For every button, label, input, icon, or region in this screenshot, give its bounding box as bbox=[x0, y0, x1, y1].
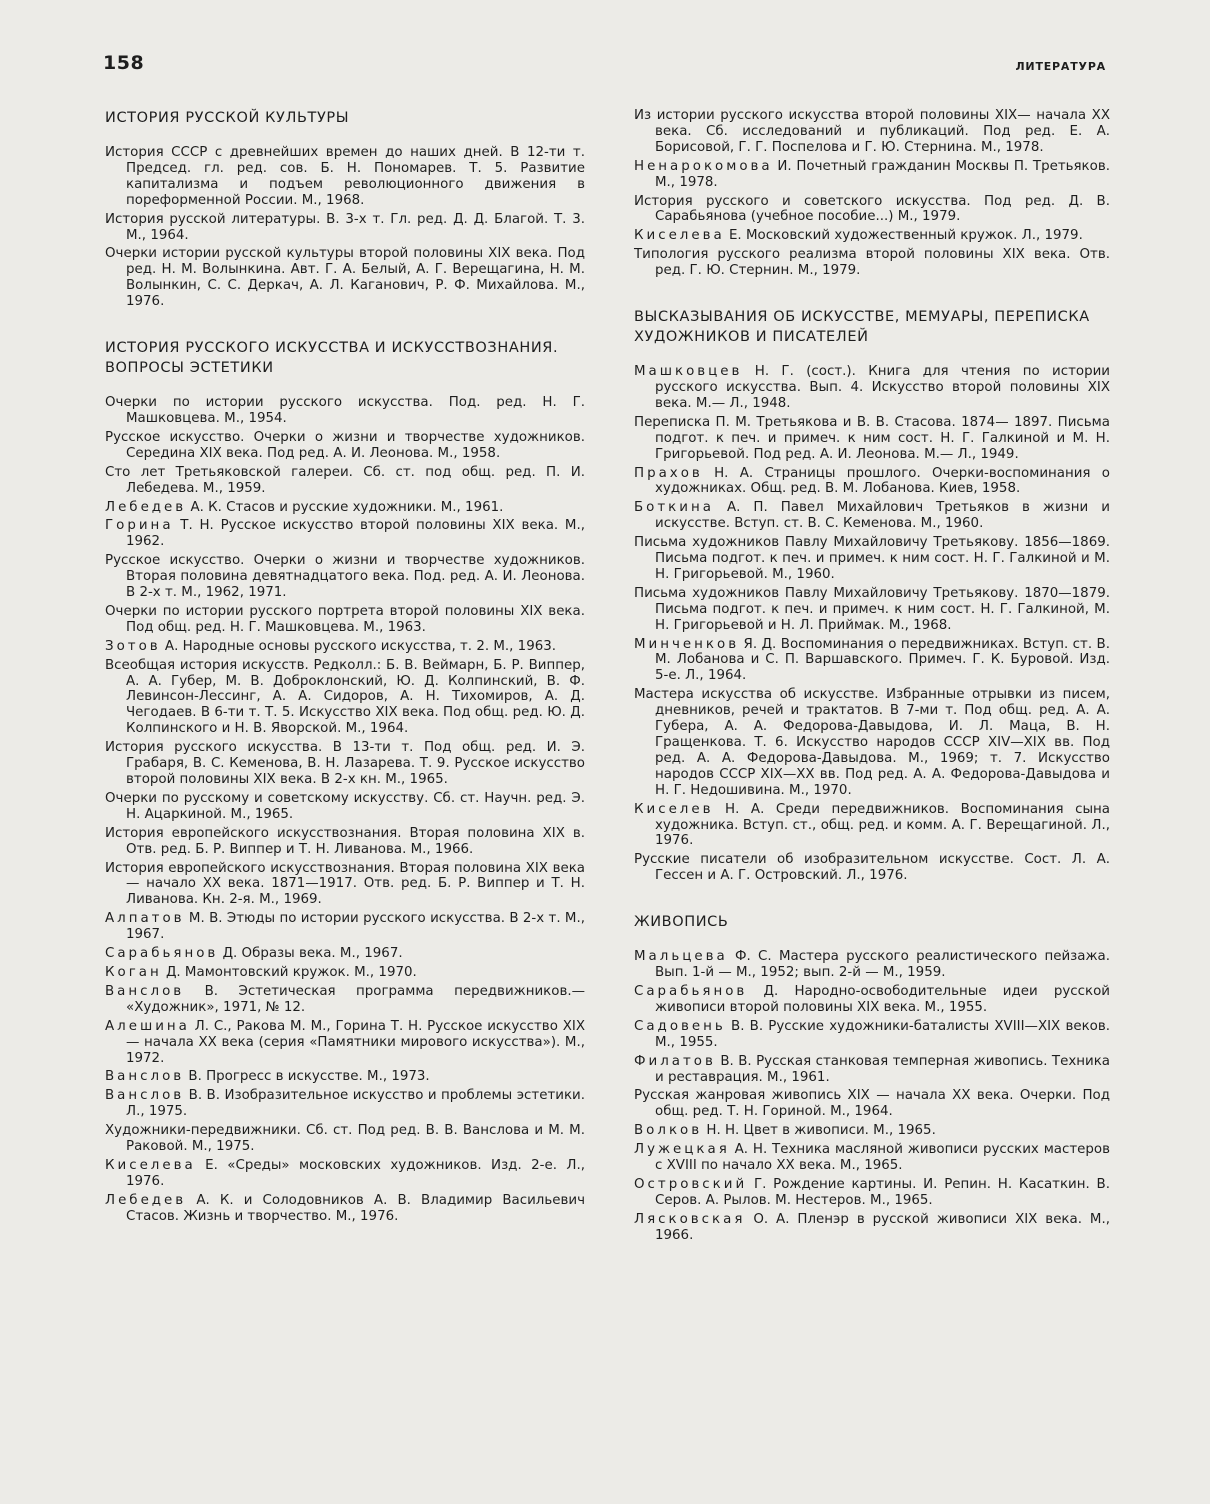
entry-text: Н. А. Среди передвижников. Воспоминания сына художника. Вступ. ст., общ. ред. и комм. А. Г. Верещагиной. Л., 1976. bbox=[655, 801, 1110, 849]
bibliography-entry bbox=[634, 1123, 1110, 1139]
bibliography-entry bbox=[634, 802, 1110, 850]
page-number: 158 bbox=[103, 52, 145, 74]
entry-text: А. П. Павел Михайлович Третьяков в жизни и искусстве. Вступ. ст. В. С. Кеменова. М., 1960. bbox=[655, 500, 1110, 532]
entry-author: Волков bbox=[634, 1123, 703, 1139]
bibliography-entry bbox=[105, 946, 585, 962]
entry-author: Лужецкая bbox=[634, 1142, 730, 1158]
entry-list bbox=[105, 395, 585, 1225]
entry-text: Л. С., Ракова М. М., Горина Т. Н. Русское искусство XIX — начала XX века (серия «Памятники мирового искусства»). М., 1972. bbox=[126, 1018, 585, 1066]
entry-text: История СССР с древнейших времен до наших дней. В 12-ти т. Председ. гл. ред. сов. Б. Н. Пономарев. Т. 5. Развитие капитализма и подъем революционного движения в пореформенной России. М., 1968. bbox=[105, 145, 585, 208]
bibliography-entry bbox=[634, 159, 1110, 191]
bibliography-entry bbox=[105, 965, 585, 981]
right-column bbox=[634, 108, 1110, 1247]
bibliography-entry bbox=[105, 826, 585, 858]
entry-author: Сарабьянов bbox=[105, 946, 219, 962]
entry-text: А. Народные основы русского искусства, т. 2. М., 1963. bbox=[160, 638, 557, 654]
bibliography-entry bbox=[105, 430, 585, 462]
bibliography-entry bbox=[634, 852, 1110, 884]
bibliography-entry bbox=[105, 1123, 585, 1155]
entry-text: Очерки по истории русского искусства. Под. ред. Н. Г. Машковцева. М., 1954. bbox=[105, 395, 585, 426]
entry-text: Д. Народно-освободительные идеи русской живописи второй половины XIX века. М., 1955. bbox=[655, 983, 1110, 1015]
bibliography-entry bbox=[634, 1088, 1110, 1120]
bibliography-entry bbox=[105, 246, 585, 310]
entry-text: Мастера искусства об искусстве. Избранные отрывки из писем, дневников, речей и трактатов. В 7-ми т. Под общ. ред. А. А. Губера, А. А. Федорова-Давыдова, И. Л. Маца, В. Н. Гращенкова. Т. 6. Искусство народов СССР XIV—XIX вв. Под ред. А. А. Федорова-Давыдова. М., 1969; т. 7. Искусство народов СССР XIX—XX вв. Под ред. А. А. Федорова-Давыдова и Н. Г. Недошивина. М., 1970. bbox=[634, 687, 1110, 798]
bibliography-entry bbox=[105, 1088, 585, 1120]
bibliography-entry bbox=[105, 1019, 585, 1067]
entry-author: Мальцева bbox=[634, 949, 728, 965]
entry-text: Д. Мамонтовский кружок. М., 1970. bbox=[161, 964, 417, 980]
bibliography-entry bbox=[105, 395, 585, 427]
entry-text: Сто лет Третьяковской галереи. Сб. ст. под общ. ред. П. И. Лебедева. М., 1959. bbox=[105, 464, 585, 496]
entry-text: Е. «Среды» московских художников. Изд. 2-е. Л., 1976. bbox=[126, 1157, 585, 1189]
entry-text: В. Эстетическая программа передвижников.— «Художник», 1971, № 12. bbox=[126, 983, 585, 1015]
bibliography-section bbox=[105, 338, 585, 1225]
entry-text: Очерки по истории русского портрета второй половины XIX века. Под общ. ред. Н. Г. Машковцева. М., 1963. bbox=[105, 603, 585, 635]
bibliography-entry bbox=[105, 553, 585, 601]
entry-text: Очерки по русскому и советскому искусству. Сб. ст. Научн. ред. Э. Н. Ацаркиной. М., 1965. bbox=[105, 790, 585, 822]
section-heading: ИСТОРИЯ РУССКОЙ КУЛЬТУРЫ bbox=[105, 110, 350, 126]
section-heading: ЖИВОПИСЬ bbox=[634, 914, 729, 931]
bibliography-entry bbox=[105, 145, 585, 209]
bibliography-entry bbox=[634, 984, 1110, 1016]
bibliography-entry bbox=[634, 364, 1110, 412]
entry-text: История русской литературы. В. 3-х т. Гл. ред. Д. Д. Благой. Т. 3. М., 1964. bbox=[105, 211, 585, 243]
entry-text: Ф. С. Мастера русского реалистического пейзажа. Вып. 1-й — М., 1952; вып. 2-й — М., 1959. bbox=[655, 949, 1110, 981]
bibliography-entry bbox=[634, 1212, 1110, 1244]
bibliography-entry bbox=[634, 586, 1110, 634]
entry-text: О. А. Пленэр в русской живописи XIX века. М., 1966. bbox=[655, 1211, 1110, 1243]
entry-author: Зотов bbox=[105, 638, 161, 654]
section-heading: ИСТОРИЯ РУССКОГО ИСКУССТВА И ИСКУССТВОЗНАНИЯ. ВОПРОСЫ ЭСТЕТИКИ bbox=[105, 340, 559, 377]
entry-text: Е. Московский художественный кружок. Л., 1979. bbox=[724, 228, 1083, 244]
entry-text: В. В. Русская станковая темперная живопись. Техника и реставрация. М., 1961. bbox=[655, 1053, 1110, 1085]
entry-text: В. Прогресс в искусстве. М., 1973. bbox=[184, 1069, 430, 1085]
entry-author: Филатов bbox=[634, 1053, 716, 1069]
bibliography-entry bbox=[634, 415, 1110, 463]
section-heading: ВЫСКАЗЫВАНИЯ ОБ ИСКУССТВЕ, МЕМУАРЫ, ПЕРЕПИСКА ХУДОЖНИКОВ И ПИСАТЕЛЕЙ bbox=[634, 309, 1090, 346]
bibliography-entry bbox=[105, 518, 585, 550]
entry-author: Прахов bbox=[634, 465, 703, 481]
entry-author: Ненарокомова bbox=[634, 158, 773, 174]
bibliography-entry bbox=[634, 108, 1110, 156]
entry-text: История русского искусства. В 13-ти т. Под общ. ред. И. Э. Грабаря, В. С. Кеменова, В. Н. Лазарева. Т. 9. Русское искусство второй половины XIX века. В 2-х кн. М., 1965. bbox=[105, 740, 585, 787]
left-column bbox=[105, 108, 585, 1228]
entry-list bbox=[634, 364, 1110, 884]
entry-author: Киселева bbox=[105, 1157, 196, 1173]
bibliography-entry bbox=[634, 949, 1110, 981]
bibliography-entry bbox=[105, 604, 585, 636]
bibliography-entry bbox=[105, 639, 585, 655]
bibliography-entry bbox=[634, 228, 1110, 244]
bibliography-entry bbox=[634, 466, 1110, 498]
bibliography-entry bbox=[634, 637, 1110, 685]
entry-author: Ванслов bbox=[105, 1069, 185, 1085]
bibliography-section bbox=[634, 307, 1110, 884]
entry-author: Садовень bbox=[634, 1018, 726, 1034]
entry-author: Киселев bbox=[634, 801, 714, 817]
entry-text: Из истории русского искусства второй половины XIX— начала XX века. Сб. исследований и публикаций. Под ред. Е. А. Борисовой, Г. Г. Поспелова и Г. Ю. Стернина. М., 1978. bbox=[634, 108, 1110, 155]
entry-text: Очерки истории русской культуры второй половины XIX века. Под ред. Н. М. Волынкина. Авт. Г. А. Белый, А. Г. Верещагина, Н. М. Волынкин, С. С. Деркач, А. Л. Каганович, Р. Ф. Михайлова. М., 1976. bbox=[105, 246, 585, 310]
entry-text: А. К. и Солодовников А. В. Владимир Васильевич Стасов. Жизнь и творчество. М., 1976. bbox=[126, 1192, 585, 1224]
entry-text: Я. Д. Воспоминания о передвижниках. Вступ. ст. В. М. Лобанова и С. П. Варшавского. Примеч. Г. К. Буровой. Изд. 5-е. Л., 1964. bbox=[655, 636, 1110, 684]
entry-text: Н. Г. (сост.). Книга для чтения по истории русского искусства. Вып. 4. Искусство второй половины XIX века. М.— Л., 1948. bbox=[655, 364, 1110, 411]
entry-author: Островский bbox=[634, 1176, 748, 1192]
entry-text: Т. Н. Русское искусство второй половины XIX века. М., 1962. bbox=[126, 518, 585, 550]
entry-text: Письма художников Павлу Михайловичу Третьякову. 1856—1869. Письма подгот. к печ. и примеч. к ним сост. Н. Г. Галкиной и М. Н. Григорьевой. М., 1960. bbox=[634, 535, 1110, 582]
entry-list bbox=[634, 949, 1110, 1243]
entry-text: И. Почетный гражданин Москвы П. Третьяков. М., 1978. bbox=[655, 158, 1110, 190]
entry-list bbox=[634, 108, 1110, 279]
entry-text: Письма художников Павлу Михайловичу Третьякову. 1870—1879. Письма подгот. к печ. и примеч. к ним сост. Н. Г. Галкиной, М. Н. Григорьевой и Н. Л. Приймак. М., 1968. bbox=[634, 585, 1110, 633]
bibliography-section bbox=[634, 912, 1110, 1243]
bibliography-entry bbox=[634, 1019, 1110, 1051]
entry-text: В. В. Русские художники-баталисты XVIII—XIX веков. М., 1955. bbox=[655, 1018, 1110, 1050]
entry-text: Всеобщая история искусств. Редколл.: Б. В. Веймарн, Б. Р. Виппер, А. А. Губер, М. В. Доброклонский, Ю. Д. Колпинский, В. Ф. Левинсон-Лессинг, А. А. Сидоров, А. Н. Тихомиров, А. Д. Чегодаев. В 6-ти т. Т. 5. Искусство XIX века. Под общ. ред. Ю. Д. Колпинского и Н. В. Яворской. М., 1964. bbox=[105, 657, 585, 737]
entry-text: Русская жанровая живопись XIX — начала XX века. Очерки. Под общ. ред. Т. Н. Гориной. М., 1964. bbox=[634, 1088, 1110, 1120]
entry-text: А. К. Стасов и русские художники. М., 1961. bbox=[186, 499, 504, 515]
entry-text: Д. Образы века. М., 1967. bbox=[218, 946, 403, 962]
bibliography-entry bbox=[105, 212, 585, 244]
entry-author: Алешина bbox=[105, 1018, 190, 1034]
entry-text: Н. А. Страницы прошлого. Очерки-воспоминания о художниках. Общ. ред. В. М. Лобанова. Киев, 1958. bbox=[655, 465, 1110, 497]
bibliography-entry bbox=[634, 247, 1110, 279]
entry-text: Русское искусство. Очерки о жизни и творчестве художников. Вторая половина девятнадцатого века. Под. ред. А. И. Леонова. В 2-х т. М., 1962, 1971. bbox=[105, 553, 585, 601]
entry-author: Минченков bbox=[634, 636, 740, 652]
bibliography-entry bbox=[634, 535, 1110, 583]
entry-author: Горина bbox=[105, 518, 174, 534]
entry-text: Русское искусство. Очерки о жизни и творчестве художников. Середина XIX века. Под ред. А. И. Леонова. М., 1958. bbox=[105, 429, 585, 461]
entry-author: Лебедев bbox=[105, 1192, 187, 1208]
entry-text: Н. Н. Цвет в живописи. М., 1965. bbox=[702, 1123, 936, 1139]
entry-author: Коган bbox=[105, 964, 162, 980]
entry-author: Лясковская bbox=[634, 1211, 746, 1227]
entry-author: Лебедев bbox=[105, 499, 187, 515]
bibliography-section bbox=[105, 108, 585, 310]
entry-author: Боткина bbox=[634, 500, 714, 516]
running-head: ЛИТЕРАТУРА bbox=[1015, 60, 1106, 73]
entry-author: Ванслов bbox=[105, 1088, 185, 1104]
bibliography-entry bbox=[634, 500, 1110, 532]
bibliography-entry bbox=[105, 984, 585, 1016]
bibliography-entry bbox=[634, 1177, 1110, 1209]
entry-text: В. В. Изобразительное искусство и проблемы эстетики. Л., 1975. bbox=[126, 1088, 585, 1120]
entry-text: А. Н. Техника масляной живописи русских мастеров с XVIII по начало XX века. М., 1965. bbox=[655, 1142, 1110, 1174]
entry-author: Сарабьянов bbox=[634, 983, 748, 999]
entry-list bbox=[105, 145, 585, 310]
entry-author: Машковцев bbox=[634, 364, 743, 380]
entry-text: Типология русского реализма второй половины XIX века. Отв. ред. Г. Ю. Стернин. М., 1979. bbox=[634, 247, 1110, 279]
bibliography-entry bbox=[105, 791, 585, 823]
bibliography-entry bbox=[634, 1054, 1110, 1086]
bibliography-entry bbox=[634, 1142, 1110, 1174]
bibliography-entry bbox=[105, 740, 585, 788]
entry-author: Ванслов bbox=[105, 983, 185, 999]
bibliography-entry bbox=[105, 1193, 585, 1225]
entry-text: История европейского искусствознания. Вторая половина XIX в. Отв. ред. Б. Р. Виппер и Т. Н. Ливанова. М., 1966. bbox=[105, 825, 585, 857]
bibliography-entry bbox=[105, 500, 585, 516]
entry-text: Художники-передвижники. Сб. ст. Под ред. В. В. Ванслова и М. М. Раковой. М., 1975. bbox=[105, 1123, 585, 1155]
entry-author: Киселева bbox=[634, 228, 725, 244]
bibliography-entry bbox=[105, 465, 585, 497]
entry-text: Переписка П. М. Третьякова и В. В. Стасова. 1874— 1897. Письма подгот. к печ. и примеч. к ним сост. Н. Г. Галкиной и М. Н. Григорьевой. Под ред. А. И. Леонова. М.— Л., 1949. bbox=[634, 414, 1110, 462]
entry-author: Алпатов bbox=[105, 911, 185, 927]
bibliography-entry bbox=[634, 687, 1110, 798]
bibliography-entry bbox=[105, 658, 585, 738]
entry-text: Г. Рождение картины. И. Репин. Н. Касаткин. В. Серов. А. Рылов. М. Нестеров. М., 1965. bbox=[655, 1176, 1110, 1208]
entry-text: История европейского искусствознания. Вторая половина XIX века — начало XX века. 1871—1917. Отв. ред. Б. Р. Виппер и Т. Н. Ливанова. Кн. 2-я. М., 1969. bbox=[105, 860, 585, 908]
bibliography-entry bbox=[105, 1158, 585, 1190]
bibliography-entry bbox=[105, 911, 585, 943]
bibliography-entry bbox=[105, 1069, 585, 1085]
bibliography-entry bbox=[105, 861, 585, 909]
entry-text: Русские писатели об изобразительном искусстве. Сост. Л. А. Гессен и А. Г. Островский. Л., 1976. bbox=[634, 852, 1110, 884]
entry-text: История русского и советского искусства. Под ред. Д. В. Сарабьянова (учебное пособие...) М., 1979. bbox=[634, 193, 1110, 225]
bibliography-entry bbox=[634, 194, 1110, 226]
entry-text: М. В. Этюды по истории русского искусства. В 2-х т. М., 1967. bbox=[126, 911, 585, 943]
bibliography-section bbox=[634, 108, 1110, 279]
